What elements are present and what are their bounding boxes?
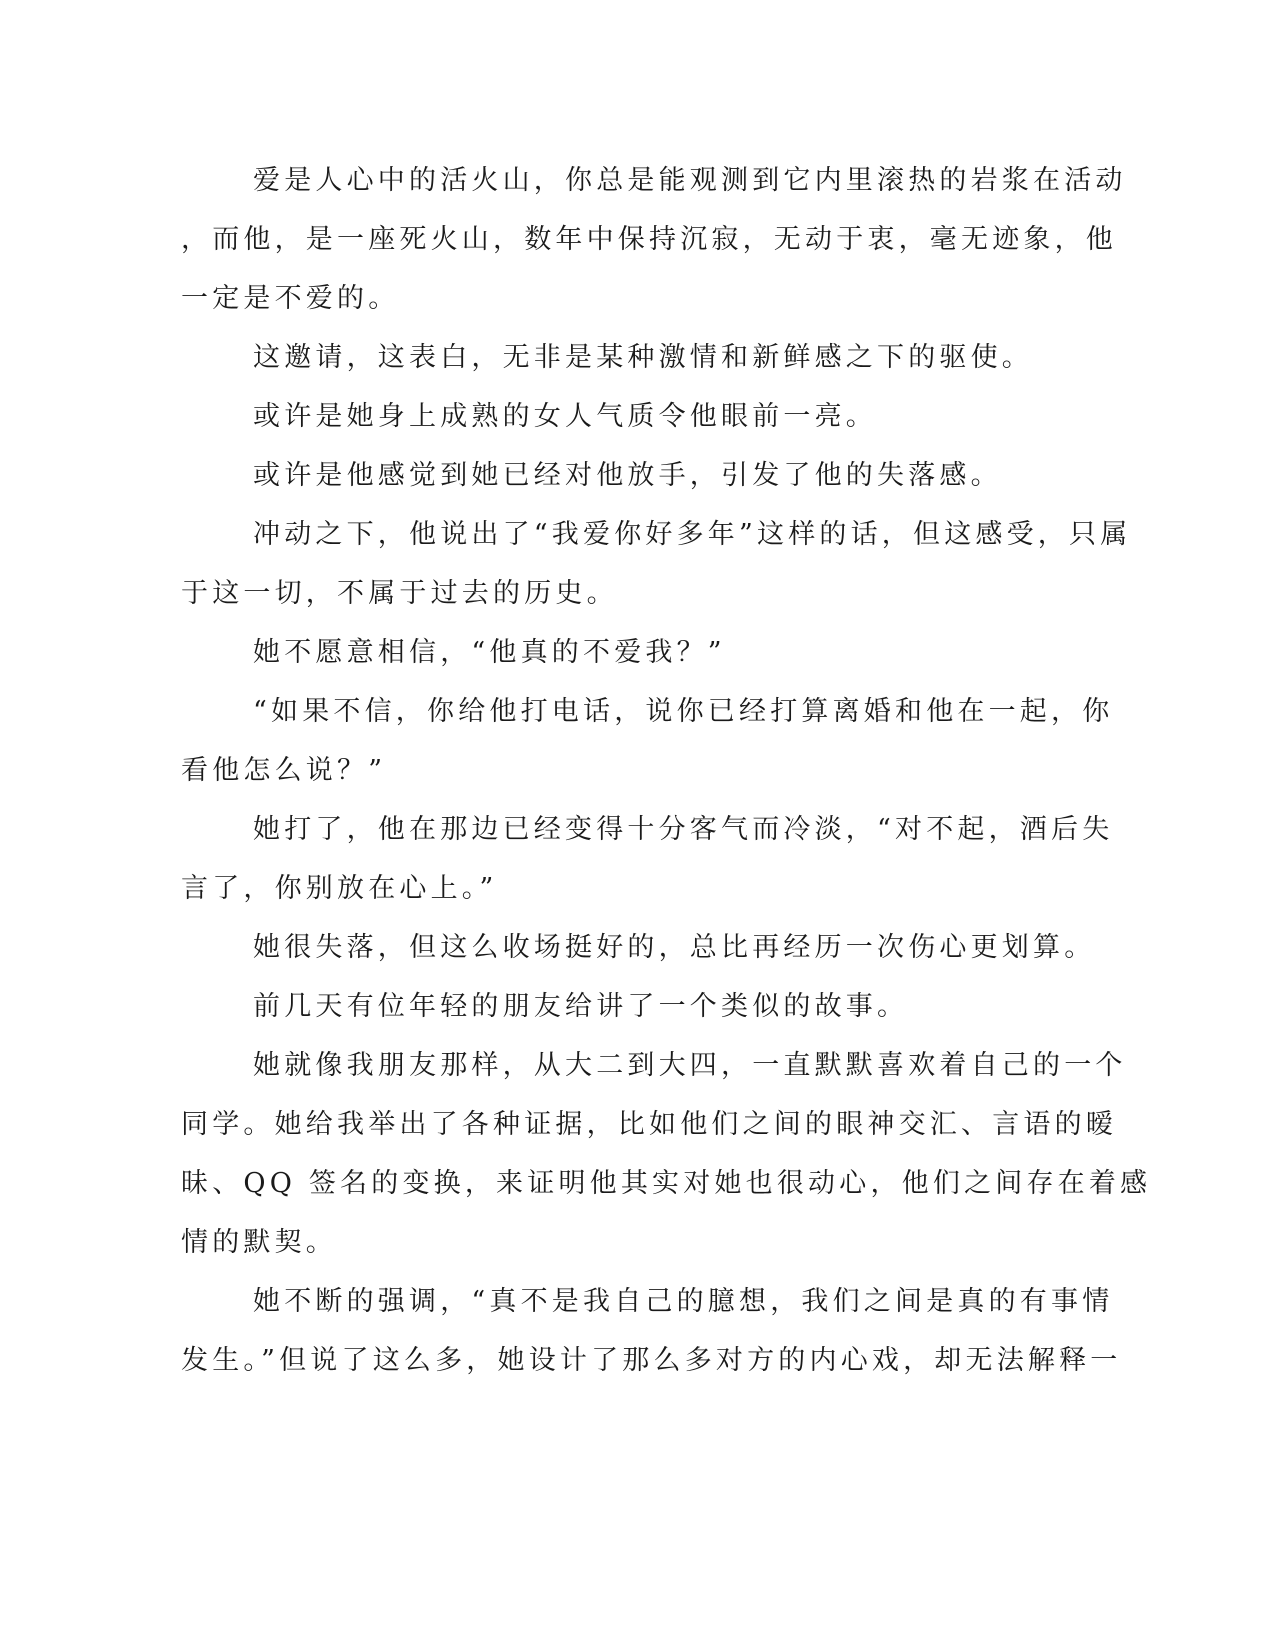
text-line: 看他怎么说？” — [181, 755, 387, 786]
text-line: 这邀请，这表白，无非是某种激情和新鲜感之下的驱使。 — [253, 342, 1033, 373]
text-line: 一定是不爱的。 — [181, 283, 400, 314]
text-line: 前几天有位年轻的朋友给讲了一个类似的故事。 — [253, 991, 909, 1022]
text-line: 她很失落，但这么收场挺好的，总比再经历一次伤心更划算。 — [253, 932, 1096, 963]
text-line: ，而他，是一座死火山，数年中保持沉寂，无动于衷，毫无迹象，他 — [181, 224, 1117, 255]
text-line: 或许是她身上成熟的女人气质令他眼前一亮。 — [253, 401, 877, 432]
text-line: 于这一切，不属于过去的历史。 — [181, 578, 618, 609]
text-line: 言了，你别放在心上。” — [181, 873, 498, 904]
text-line: 她不断的强调，“真不是我自己的臆想，我们之间是真的有事情 — [253, 1286, 1114, 1317]
text-line: 情的默契。 — [181, 1227, 337, 1258]
text-line: “如果不信，你给他打电话，说你已经打算离婚和他在一起，你 — [253, 696, 1114, 727]
text-line: 发生。”但说了这么多，她设计了那么多对方的内心戏，却无法解释一 — [181, 1345, 1122, 1376]
text-line: 她打了，他在那边已经变得十分客气而冷淡，“对不起，酒后失 — [253, 814, 1114, 845]
text-line: 同学。她给我举出了各种证据，比如他们之间的眼神交汇、言语的暧 — [181, 1109, 1117, 1140]
text-line: 她就像我朋友那样，从大二到大四，一直默默喜欢着自己的一个 — [253, 1050, 1127, 1081]
text-line: 昧、QQ 签名的变换，来证明他其实对她也很动心，他们之间存在着感 — [181, 1168, 1152, 1199]
text-line: 冲动之下，他说出了“我爱你好多年”这样的话，但这感受，只属 — [253, 519, 1132, 550]
text-line: 或许是他感觉到她已经对他放手，引发了他的失落感。 — [253, 460, 1002, 491]
text-line: 她不愿意相信，“他真的不爱我？” — [253, 637, 726, 668]
text-line: 爱是人心中的活火山，你总是能观测到它内里滚热的岩浆在活动 — [253, 165, 1127, 196]
